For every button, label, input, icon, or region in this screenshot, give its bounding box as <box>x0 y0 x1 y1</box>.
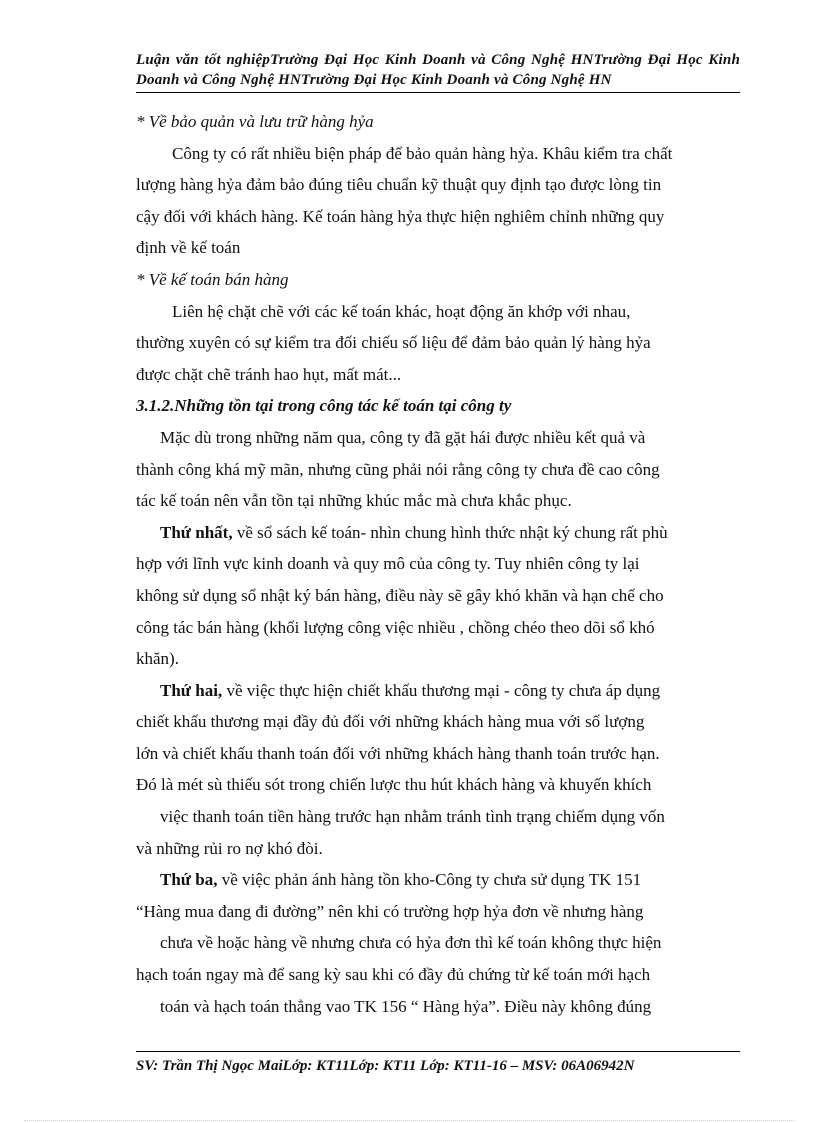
header-rule <box>136 92 740 93</box>
paragraph-line: lớn và chiết khấu thanh toán đối với những khách hàng thanh toán trước hạn. <box>136 743 660 763</box>
paragraph-line <box>136 675 740 707</box>
first-point-label: Thứ nhất, <box>160 522 233 542</box>
document-body <box>136 106 740 1022</box>
paragraph-text: về việc phản ánh hàng tồn kho-Công ty chưa sử dụng TK 151 <box>217 870 642 890</box>
paragraph-line: chiết khấu thương mại đầy đủ đối với những khách hàng mua với số lượng <box>136 712 645 732</box>
paragraph-line: khăn). <box>136 649 179 669</box>
paragraph-line: được chặt chẽ tránh hao hụt, mất mát... <box>136 364 402 384</box>
paragraph-line: Mặc dù trong những năm qua, công ty đã gặt hái được nhiều kết quả và <box>160 427 646 447</box>
page-footer: SV: Trần Thị Ngọc MaiLớp: KT11Lớp: KT11 Lớp: KT11-16 – MSV: 06A06942N <box>136 1058 635 1074</box>
paragraph-line: định về kế toán <box>136 238 241 258</box>
third-point-label: Thứ ba, <box>160 870 218 890</box>
second-point-label: Thứ hai, <box>160 680 223 700</box>
paragraph-line: và những rủi ro nợ khó đòi. <box>136 838 323 858</box>
paragraph-line: thường xuyên có sự kiểm tra đối chiếu số liệu để đảm bảo quản lý hàng hỷa <box>136 333 651 353</box>
subheading-storage: * Về bảo quản và lưu trữ hàng hỷa <box>136 112 374 131</box>
page-edge-divider <box>24 1120 794 1121</box>
paragraph-line: toán và hạch toán thẳng vao TK 156 “ Hàng hỷa”. Điều này không đúng <box>160 996 652 1016</box>
paragraph-line: Đó là mét sù thiếu sót trong chiến lược thu hút khách hàng và khuyến khích <box>136 775 652 795</box>
page-header: Luận văn tốt nghiệpTrường Đại Học Kinh Doanh và Công Nghệ HNTrường Đại Học Kinh Doanh và Công Nghệ HNTrường Đại Học Kinh Doanh và Công Nghệ HN <box>136 52 740 88</box>
subheading-sales-accounting: * Về kế toán bán hàng <box>136 269 289 289</box>
paragraph-line: lượng hàng hỷa đảm bảo đúng tiêu chuẩn kỹ thuật quy định tạo được lòng tin <box>136 175 662 195</box>
paragraph-line: công tác bán hàng (khối lượng công việc nhiều , chồng chéo theo dõi sổ khó <box>136 617 655 637</box>
paragraph-line: chưa về hoặc hàng về nhưng chưa có hỷa đơn thì kế toán không thực hiện <box>160 933 662 953</box>
paragraph-line: hạch toán ngay mà để sang kỳ sau khi có đầy đủ chứng từ kế toán mới hạch <box>136 965 651 985</box>
footer-rule <box>136 1051 740 1052</box>
paragraph-line: cậy đối với khách hàng. Kế toán hàng hỷa thực hiện nghiêm chỉnh những quy <box>136 206 665 226</box>
paragraph-line: việc thanh toán tiền hàng trước hạn nhằm tránh tình trạng chiếm dụng vốn <box>160 807 665 827</box>
paragraph-line: “Hàng mua đang đi đường” nên khi có trường hợp hỷa đơn về nhưng hàng <box>136 901 644 921</box>
paragraph-line: không sử dụng sổ nhật ký bán hàng, điều này sẽ gây khó khăn và hạn chế cho <box>136 585 664 605</box>
paragraph-line: thành công khá mỹ mãn, nhưng cũng phải nói rằng công ty chưa đề cao công <box>136 459 660 479</box>
paragraph-line: tác kế toán nên vẫn tồn tại những khúc mắc mà chưa khắc phục. <box>136 491 572 511</box>
paragraph-line <box>136 517 740 549</box>
paragraph-line: hợp với lĩnh vực kinh doanh và quy mô của công ty. Tuy nhiên công ty lại <box>136 554 640 574</box>
paragraph-line: Công ty có rất nhiều biện pháp để bảo quản hàng hỷa. Khâu kiểm tra chất <box>172 143 673 163</box>
paragraph-line: Liên hệ chặt chẽ với các kế toán khác, hoạt động ăn khớp với nhau, <box>172 301 631 321</box>
section-heading: 3.1.2.Những tồn tại trong công tác kế toán tại công ty <box>136 396 512 416</box>
paragraph-text: về việc thực hiện chiết khấu thương mại - công ty chưa áp dụng <box>222 680 661 700</box>
paragraph-line <box>136 864 740 896</box>
paragraph-text: về sổ sách kế toán- nhìn chung hình thức nhật ký chung rất phù <box>232 522 668 542</box>
